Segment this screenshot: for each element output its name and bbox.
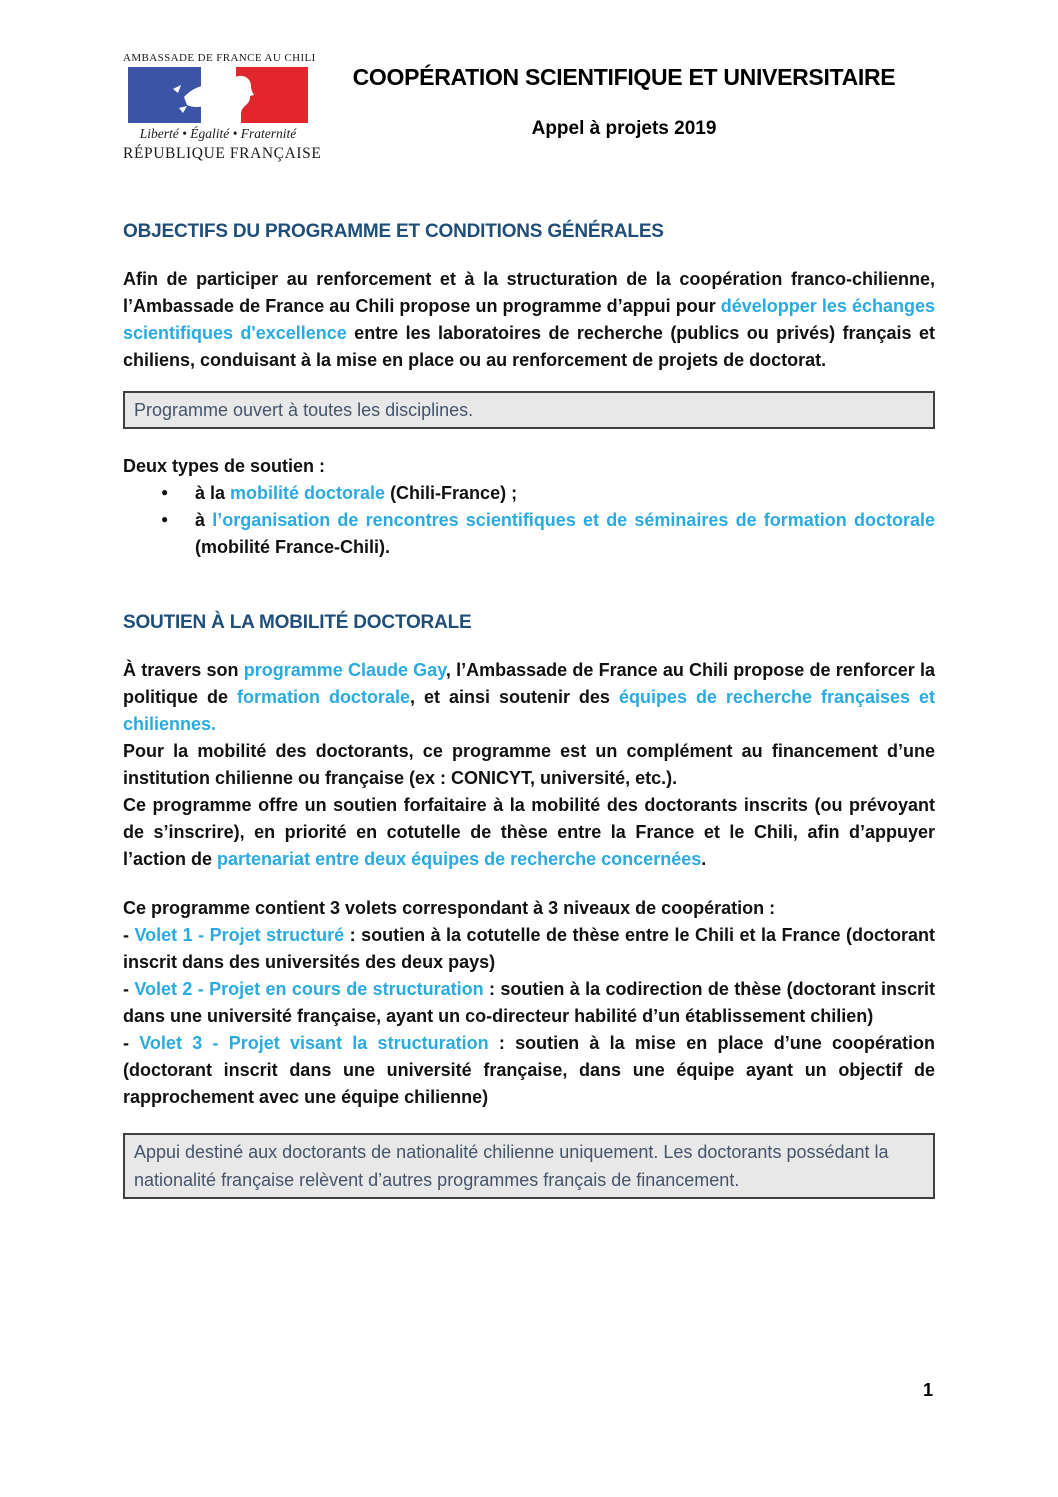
embassy-name-label: AMBASSADE DE FRANCE AU CHILI xyxy=(123,52,316,64)
paragraph xyxy=(123,792,935,873)
highlighted-text: développer les échanges scientifiques d'excellence xyxy=(123,296,936,343)
body-text: - xyxy=(123,979,135,999)
paragraph xyxy=(123,1030,935,1111)
republique-francaise-label: RÉPUBLIQUE FRANÇAISE xyxy=(123,145,322,162)
highlighted-text: formation doctorale xyxy=(236,687,410,707)
body-text: Ce programme contient 3 volets correspondant à 3 niveaux de coopération : xyxy=(123,898,776,918)
body-text: . xyxy=(701,849,707,869)
section-heading: OBJECTIFS DU PROGRAMME ET CONDITIONS GÉNÉRALES xyxy=(123,221,664,242)
paragraph xyxy=(123,453,935,480)
callout-box: Appui destiné aux doctorants de nationalité chilienne uniquement. Les doctorants possédant la nationalité française relèvent d’autres programmes français de financement. xyxy=(123,1133,935,1199)
body-text: entre les laboratoires de recherche (publics ou privés) français et chiliens, conduisant à la mise en place ou au renforcement de projets de doctorat. xyxy=(123,323,935,370)
highlighted-text: Volet 2 - Projet en cours de structuration xyxy=(134,979,484,999)
paragraph xyxy=(123,922,935,976)
body-text: (mobilité France-Chili). xyxy=(195,537,391,557)
paragraph xyxy=(123,738,935,792)
body-text: : soutien à la cotutelle de thèse entre le Chili et la France (doctorant inscrit dans des universités des deux pays) xyxy=(123,925,935,972)
body-text: , l’Ambassade de France au Chili propose de renforcer la politique de xyxy=(123,660,935,707)
page-number: 1 xyxy=(922,1380,933,1400)
highlighted-text: équipes de recherche françaises et chiliennes. xyxy=(123,687,936,734)
body-text: , et ainsi soutenir des xyxy=(409,687,619,707)
paragraph xyxy=(123,657,935,738)
callout-box: Programme ouvert à toutes les disciplines. xyxy=(123,391,935,429)
embassy-logo xyxy=(123,52,322,163)
document-body xyxy=(123,220,935,1199)
blank-line xyxy=(123,1111,935,1133)
highlighted-text: Volet 1 - Projet structuré xyxy=(134,925,345,945)
highlighted-text: mobilité doctorale xyxy=(230,483,386,503)
highlighted-text: partenariat entre deux équipes de recherche concernées xyxy=(217,849,702,869)
document-subtitle: Appel à projets 2019 xyxy=(531,118,717,139)
body-text: : soutien à la mise en place d’une coopération (doctorant inscrit dans une université française, dans une équipe ayant un objectif de rapprochement avec une équipe chilienne) xyxy=(123,1033,936,1107)
blank-line xyxy=(123,561,935,583)
body-text: à xyxy=(195,510,213,530)
bullet-item xyxy=(123,507,935,561)
paragraph xyxy=(123,976,935,1030)
liberty-equality-fraternity-motto: Liberté • Égalité • Fraternité xyxy=(139,126,297,141)
body-text: Pour la mobilité des doctorants, ce programme est un complément au financement d’une institution chilienne ou française (ex : CONICYT, université, etc.). xyxy=(123,741,935,788)
highlighted-text: programme Claude Gay xyxy=(243,660,446,680)
blank-line xyxy=(123,873,935,895)
body-text: Ce programme offre un soutien forfaitaire à la mobilité des doctorants inscrits (ou prévoyant de s’inscrire), en priorité en cotutelle de thèse entre la France et le Chili, afin d’appuyer l’action de xyxy=(123,795,935,869)
paragraph xyxy=(123,895,935,922)
body-text: (Chili-France) ; xyxy=(385,483,518,503)
body-text: - xyxy=(123,925,135,945)
body-text: Deux types de soutien : xyxy=(123,456,326,476)
paragraph xyxy=(123,266,935,374)
bullet-item xyxy=(123,480,935,507)
title-block xyxy=(313,52,935,140)
body-text: Afin de participer au renforcement et à la structuration de la coopération franco-chilienne, l’Ambassade de France au Chili propose un programme d’appui pour xyxy=(123,269,935,316)
highlighted-text: Volet 3 - Projet visant la structuration xyxy=(139,1033,489,1053)
section-heading: SOUTIEN À LA MOBILITÉ DOCTORALE xyxy=(123,612,472,633)
body-text: : soutien à la codirection de thèse (doctorant inscrit dans une université française, ayant un co-directeur habilité d’un établissement chilien) xyxy=(123,979,935,1026)
body-text: à la xyxy=(195,483,231,503)
body-text: - xyxy=(123,1033,140,1053)
document-header xyxy=(123,52,935,163)
body-text: À travers son xyxy=(123,660,244,680)
highlighted-text: l’organisation de rencontres scientifiques et de séminaires de formation doctorale xyxy=(212,510,935,530)
bullet-marker-icon: ● xyxy=(161,512,169,526)
french-flag-marianne-icon xyxy=(128,67,308,123)
bullet-marker-icon: ● xyxy=(161,485,169,499)
document-title: COOPÉRATION SCIENTIFIQUE ET UNIVERSITAIRE xyxy=(352,64,896,90)
bullet-list xyxy=(123,480,935,561)
